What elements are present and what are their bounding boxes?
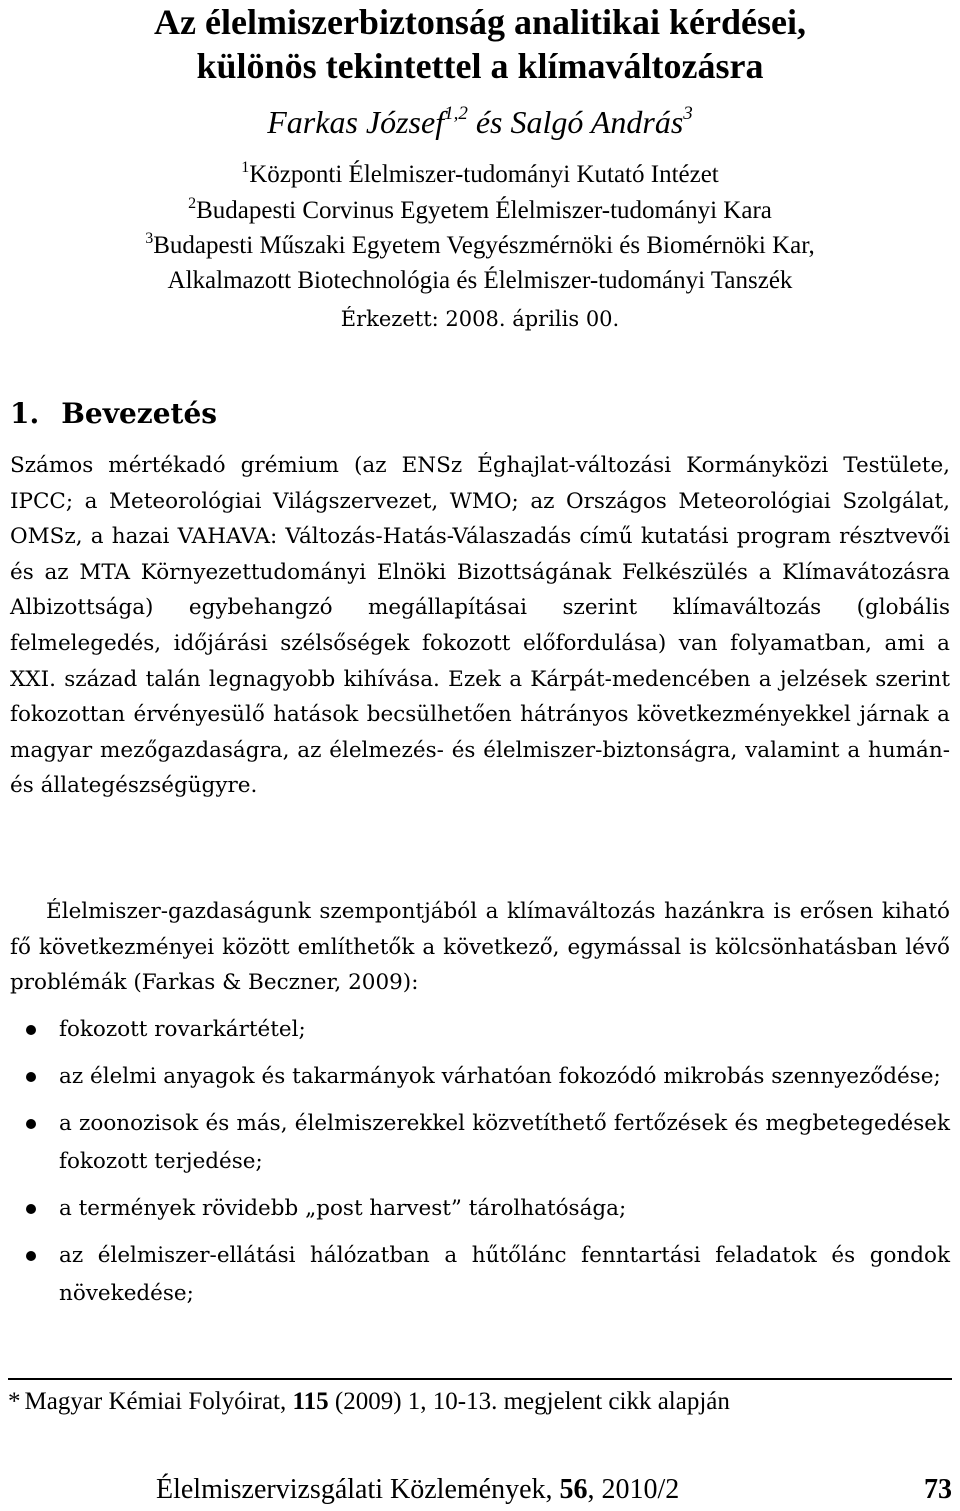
journal-name: Élelmiszervizsgálati Közlemények, (156, 1474, 553, 1505)
footnote-marker: * (8, 1388, 21, 1415)
list-item-text: fokozott rovarkártétel; (59, 1017, 306, 1042)
page-number: 73 (924, 1474, 952, 1505)
affiliation-text: Budapesti Corvinus Egyetem Élelmiszer-tudományi Kara (196, 197, 772, 224)
author-name: Salgó András (510, 104, 684, 140)
section-title: Bevezetés (61, 397, 218, 430)
footnote-text: Magyar Kémiai Folyóirat, (24, 1388, 287, 1415)
journal-volume: 56 (559, 1474, 588, 1505)
bullet-list (0, 1011, 960, 1322)
section-heading (10, 394, 217, 434)
footnote (8, 1384, 952, 1420)
list-item (0, 1105, 950, 1181)
footer-journal (156, 1472, 679, 1508)
body-paragraph: Élelmiszer-gazdaságunk szempontjából a klímaváltozás hazánkra is erősen kiható fő következményei között említhetők a következő, egymással is kölcsönhatásban lévő problémák (Farkas & Beczner, 2009): (10, 899, 950, 996)
affiliation-text: Budapesti Műszaki Egyetem Vegyészmérnöki és Biomérnöki Kar, (153, 232, 815, 259)
footnote-volume: 115 (292, 1388, 329, 1415)
bullet-icon (26, 1204, 36, 1214)
list-item-text: az élelmi anyagok és takarmányok várhatóan fokozódó mikrobás szennyeződése; (59, 1064, 941, 1089)
author-affiliation-marker: 1,2 (444, 103, 468, 124)
list-item-text: a termények rövidebb „post harvest” tárolhatósága; (59, 1196, 627, 1221)
author-list (0, 100, 960, 144)
bullet-icon (26, 1025, 36, 1035)
bullet-icon (26, 1251, 36, 1261)
affiliation-line (0, 229, 960, 263)
affiliation-marker: 2 (188, 195, 197, 212)
affiliation-marker: 3 (145, 230, 154, 247)
affiliation-text: Alkalmazott Biotechnológia és Élelmiszer-tudományi Tanszék (167, 267, 793, 294)
affiliation-text: Központi Élelmiszer-tudományi Kutató Intézet (249, 161, 719, 188)
list-item (0, 1190, 950, 1228)
bullet-icon (26, 1072, 36, 1082)
list-item-text: az élelmiszer-ellátási hálózatban a hűtőlánc fenntartási feladatok és gondok növekedése; (59, 1243, 950, 1306)
affiliation-marker: 1 (241, 159, 250, 176)
article-title-line-1: Az élelmiszerbiztonság analitikai kérdései, (154, 2, 806, 42)
affiliation-line (0, 264, 960, 298)
footnote-text: (2009) 1, 10-13. megjelent cikk alapján (334, 1388, 730, 1415)
list-item-text: a zoonozisok és más, élelmiszerekkel közvetíthető fertőzések és megbetegedések fokozott terjedése; (59, 1111, 950, 1174)
list-item (0, 1011, 950, 1049)
author-affiliation-marker: 3 (683, 103, 693, 124)
article-title-line-2: különös tekintettel a klímaváltozásra (196, 46, 764, 86)
bullet-icon (26, 1119, 36, 1129)
received-date: Érkezett: 2008. április 00. (340, 307, 620, 331)
section-number: 1. (10, 397, 40, 430)
footnote-divider (8, 1378, 952, 1380)
list-item (0, 1237, 950, 1313)
affiliation-line (0, 158, 960, 192)
journal-issue: , 2010/2 (587, 1474, 680, 1505)
body-paragraph: Számos mértékadó grémium (az ENSz Éghajlat-változási Kormányközi Testülete, IPCC; a Meteorológiai Világszervezet, WMO; az Országos Meteorológiai Szolgálat, OMSz, a hazai VAHAVA: Változás-Hatás-Válaszadás című kutatási program résztvevői és az MTA Környezettudományi Elnöki Bizottságának Felkészülés a Klímavátozásra Albizottsága) egybehangzó megállapításai szerint klímaváltozás (globális felmelegedés, időjárási szélsőségek fokozott előfordulása) van folyamatban, ami a XXI. század talán legnagyobb kihívása. Ezek a Kárpát-medencében a jelzések szerint fokozottan érvényesülő hatások becsülhetően hátrányos következményekkel járnak a magyar mezőgazdaságra, az élelmezés- és élelmiszer-biztonságra, valamint a humán- és állategészségügyre. (10, 453, 950, 799)
author-conjunction: és (475, 104, 503, 140)
affiliation-line (0, 194, 960, 228)
author-name: Farkas József (267, 104, 445, 140)
list-item (0, 1058, 950, 1096)
